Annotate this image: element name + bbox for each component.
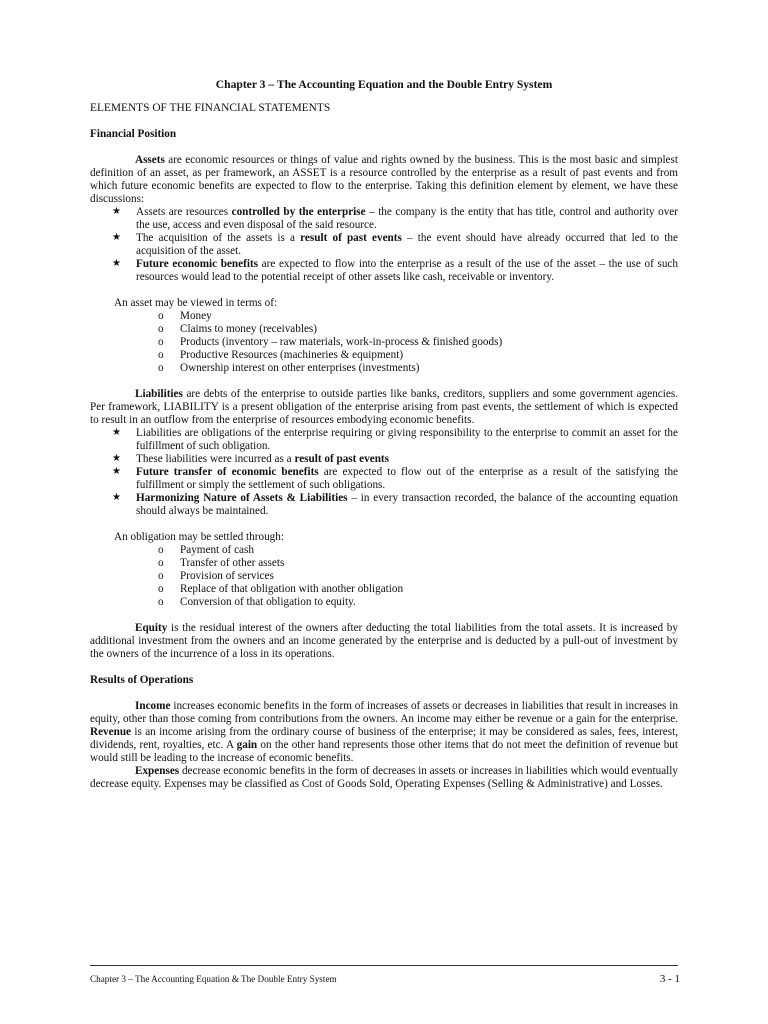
assets-bullets	[90, 206, 678, 284]
document-page	[90, 78, 678, 791]
obligation-list	[90, 544, 678, 609]
equity-paragraph: Equity is the residual interest of the owners after deducting the total liabilities from the total assets. It is increased by additional investment from the owners and an income generated by the enterprise and is deducted by a pull-out of investment by the owners of the incurrence of a loss in its operations.	[90, 622, 678, 660]
assets-view-lead: An asset may be viewed in terms of:	[114, 297, 278, 309]
liabilities-term: Liabilities	[135, 388, 183, 400]
results-of-operations-heading: Results of Operations	[90, 674, 194, 686]
list-item: ★ Future economic benefits are expected to flow into the enterprise as a result of the use of the asset – the use of such resources would lead to the potential receipt of other assets like cash, receivable or inventory.	[136, 258, 678, 284]
financial-position-heading: Financial Position	[90, 128, 177, 140]
list-item: ★ The acquisition of the assets is a result of past events – the event should have already occurred that led to the acquisition of the asset.	[136, 232, 678, 258]
assets-term: Assets	[135, 154, 165, 166]
list-item: ★ These liabilities were incurred as a result of past events	[136, 453, 678, 466]
list-item: o Payment of cash	[180, 544, 678, 557]
list-item: ★ Liabilities are obligations of the enterprise requiring or giving responsibility to the enterprise to commit an asset for the fulfillment of such obligation.	[136, 427, 678, 453]
income-paragraph: Income increases economic benefits in the form of increases of assets or decreases in liabilities that result in increases in equity, other than those coming from contributions from the owners. An income may either be revenue or a gain for the enterprise. Revenue is an income arising from the ordinary course of business of the enterprise; it may be considered as sales, fees, interest, dividends, rent, royalties, etc. A gain on the other hand represents those other items that do not meet the definition of revenue but would still be leading to the increase of economic benefits.	[90, 700, 679, 764]
liabilities-paragraph: Liabilities are debts of the enterprise to outside parties like banks, creditors, suppliers and some government agencies. Per framework, LIABILITY is a present obligation of the enterprise arising from past events, the settlement of which is expected to result in an outflow from the enterprise of resources embodying economic benefits.	[90, 388, 678, 426]
list-item: o Money	[180, 310, 678, 323]
section-heading: ELEMENTS OF THE FINANCIAL STATEMENTS	[90, 102, 331, 114]
expenses-term: Expenses	[135, 765, 180, 777]
footer-chapter-label: Chapter 3 – The Accounting Equation & The Double Entry System	[90, 974, 337, 984]
list-item: o Ownership interest on other enterprises (investments)	[180, 362, 678, 375]
list-item: o Conversion of that obligation to equity.	[180, 596, 678, 609]
obligation-lead: An obligation may be settled through:	[114, 531, 284, 543]
list-item: ★ Harmonizing Nature of Assets & Liabilities – in every transaction recorded, the balance of the accounting equation should always be maintained.	[136, 492, 678, 518]
list-item: o Transfer of other assets	[180, 557, 678, 570]
footer-divider	[90, 965, 678, 966]
list-item: o Replace of that obligation with another obligation	[180, 583, 678, 596]
list-item: o Products (inventory – raw materials, work-in-process & finished goods)	[180, 336, 678, 349]
liabilities-bullets	[90, 427, 678, 518]
list-item: o Productive Resources (machineries & equipment)	[180, 349, 678, 362]
assets-paragraph: Assets are economic resources or things of value and rights owned by the business. This is the most basic and simplest definition of an asset, as per framework, an ASSET is a resource controlled by the enterprise as a result of past events and from which future economic benefits are expected to flow to the enterprise. Taking this definition element by element, we have these discussions:	[90, 154, 678, 205]
expenses-paragraph: Expenses decrease economic benefits in the form of decreases in assets or increases in liabilities which would eventually decrease equity. Expenses may be classified as Cost of Goods Sold, Operating Expenses (Selling & Administrative) and Losses.	[90, 765, 678, 790]
list-item: o Provision of services	[180, 570, 678, 583]
chapter-title: Chapter 3 – The Accounting Equation and the Double Entry System	[215, 78, 553, 91]
assets-view-list	[90, 310, 678, 375]
equity-term: Equity	[135, 622, 168, 634]
page-number: 3 - 1	[659, 973, 680, 985]
income-term: Income	[135, 700, 171, 712]
list-item: ★ Future transfer of economic benefits are expected to flow out of the enterprise as a result of the satisfying the fulfillment or simply the settlement of such obligations.	[136, 466, 678, 492]
list-item: o Claims to money (receivables)	[180, 323, 678, 336]
list-item: ★ Assets are resources controlled by the enterprise – the company is the entity that has title, control and authority over the use, access and even disposal of the said resource.	[136, 206, 678, 232]
